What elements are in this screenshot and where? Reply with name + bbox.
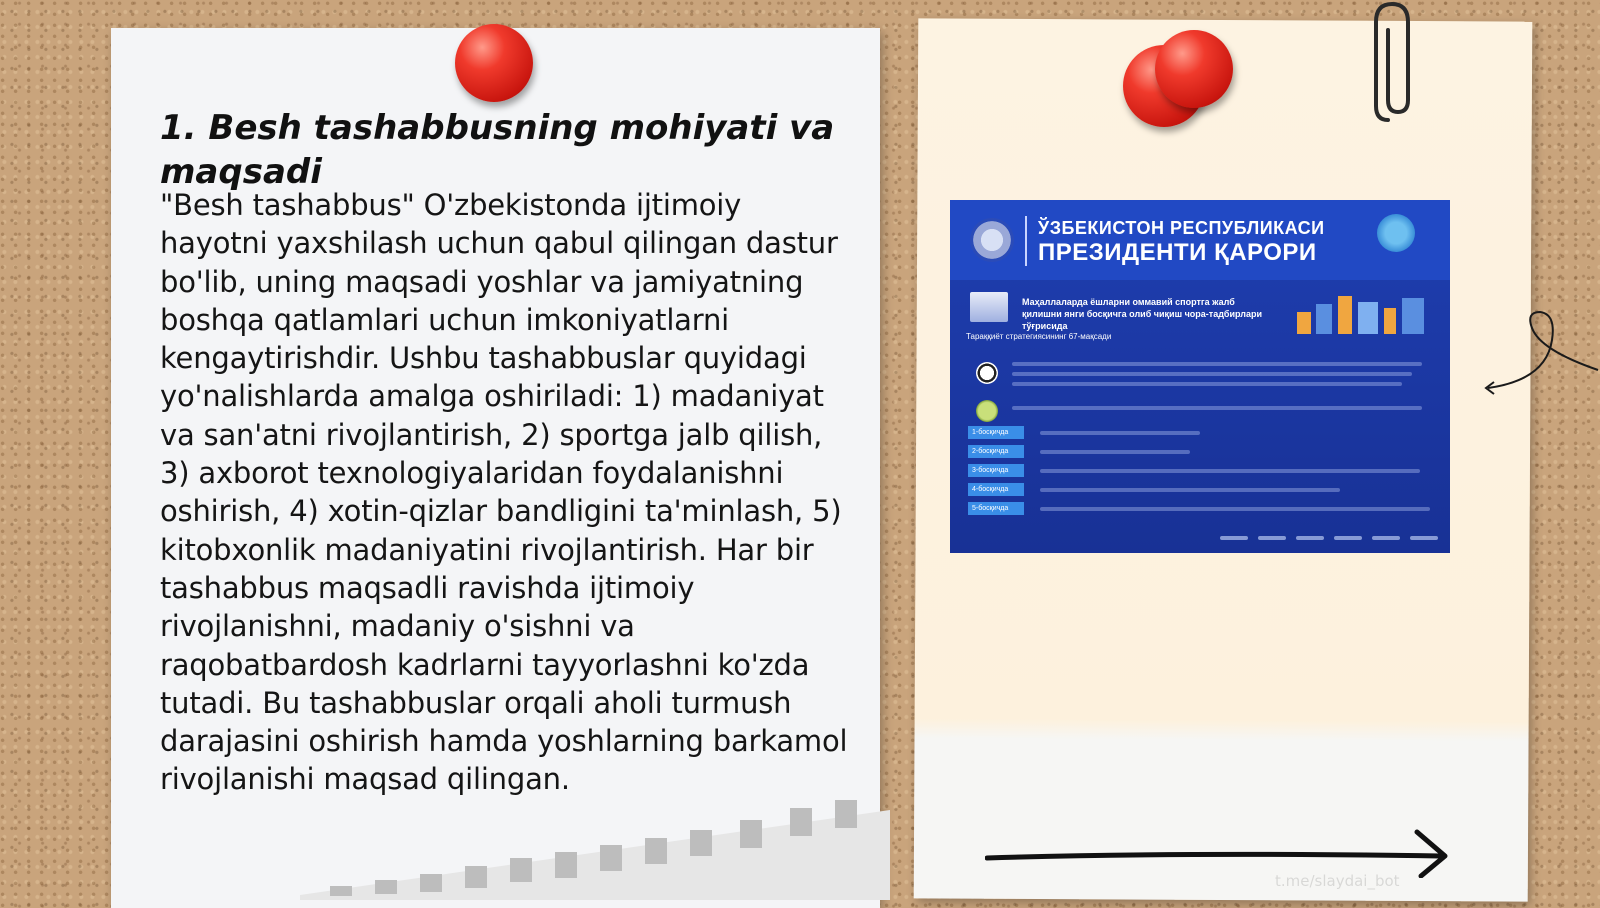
poster-header [950,200,1450,280]
poster-text-line [1040,469,1420,473]
book-icon [970,292,1008,322]
slide-body-text: "Besh tashabbus" O'zbekistonda ijtimoiy hayotni yaxshilash uchun qabul qilingan dastur bo'lib, uning maqsadi yoshlar va jamiyatning boshqa qatlamlari uchun imkoniyatlarni kengaytirishdir. Ushbu tashabbuslar quyidagi yo'nalishlarda amalga oshiriladi: 1) madaniyat va san'atni rivojlantirish, 2) sportga jalb qilish, 3) axborot texnologiyalaridan foydalanishni oshirish, 4) xotin-qizlar bandligini ta'minlash, 5) kitobxonlik madaniyatini rivojlantirish. Har bir tashabbus maqsadli ravishda ijtimoiy rivojlanishni, madaniy o'sishni va raqobatbardosh kadrlarni tayyorlashni ko'zda tutadi. Bu tashabbuslar orqali aholi turmush darajasini oshirish hamda yoshlarning barkamol rivojlanishi maqsad qilingan. [160,188,848,797]
poster-stage-tag: 1-босқичда [968,426,1024,439]
poster-subtitle: Маҳаллаларда ёшларни оммавий спортга жалб қилишни янги босқичга олиб чиқиш чора-тадбирлари тўғрисида [1022,297,1263,331]
slide-heading: 1. Besh tashabbusning mohiyati va maqsadi [160,108,835,192]
poster-logo [1356,214,1436,268]
poster-text-line [1040,431,1200,435]
poster-check-note: Тараққиёт стратегиясининг 67-мақсади [966,332,1112,341]
poster-stage-tag: 3-босқичда [968,464,1024,477]
poster-social-footer [1220,535,1440,541]
poster-title-line2: ПРЕЗИДЕНТИ ҚАРОРИ [1038,239,1317,266]
push-pin-icon [455,24,533,102]
paperclip-icon [1370,0,1420,130]
poster-text-line [1040,507,1430,511]
city-illustration-icon [1292,288,1432,334]
poster-text-line [1012,372,1412,376]
push-pin-icon [1155,30,1233,108]
poster-text-line [1040,450,1190,454]
torn-paper-strip [300,800,890,900]
watermark-text: t.me/slaydai_bot [1275,872,1400,890]
poster-title-line1: ЎЗБЕКИСТОН РЕСПУБЛИКАСИ [1038,218,1325,238]
money-bag-icon [976,400,998,422]
poster-text-line [1012,362,1422,366]
squiggle-arrow-icon [1480,310,1600,410]
poster-stage-tag: 4-босқичда [968,483,1024,496]
poster-stage-tag: 5-босқичда [968,502,1024,515]
logo-icon [1377,214,1415,252]
poster-stage-tag: 2-босқичда [968,445,1024,458]
poster-divider [1025,216,1027,266]
decree-poster-image [950,200,1450,553]
poster-title [1038,216,1325,266]
emblem-icon [970,218,1014,262]
poster-text-line [1012,382,1402,386]
poster-text-line [1040,488,1340,492]
poster-text-line [1012,406,1422,410]
arrow-right-icon [985,828,1455,878]
football-icon [976,362,998,384]
